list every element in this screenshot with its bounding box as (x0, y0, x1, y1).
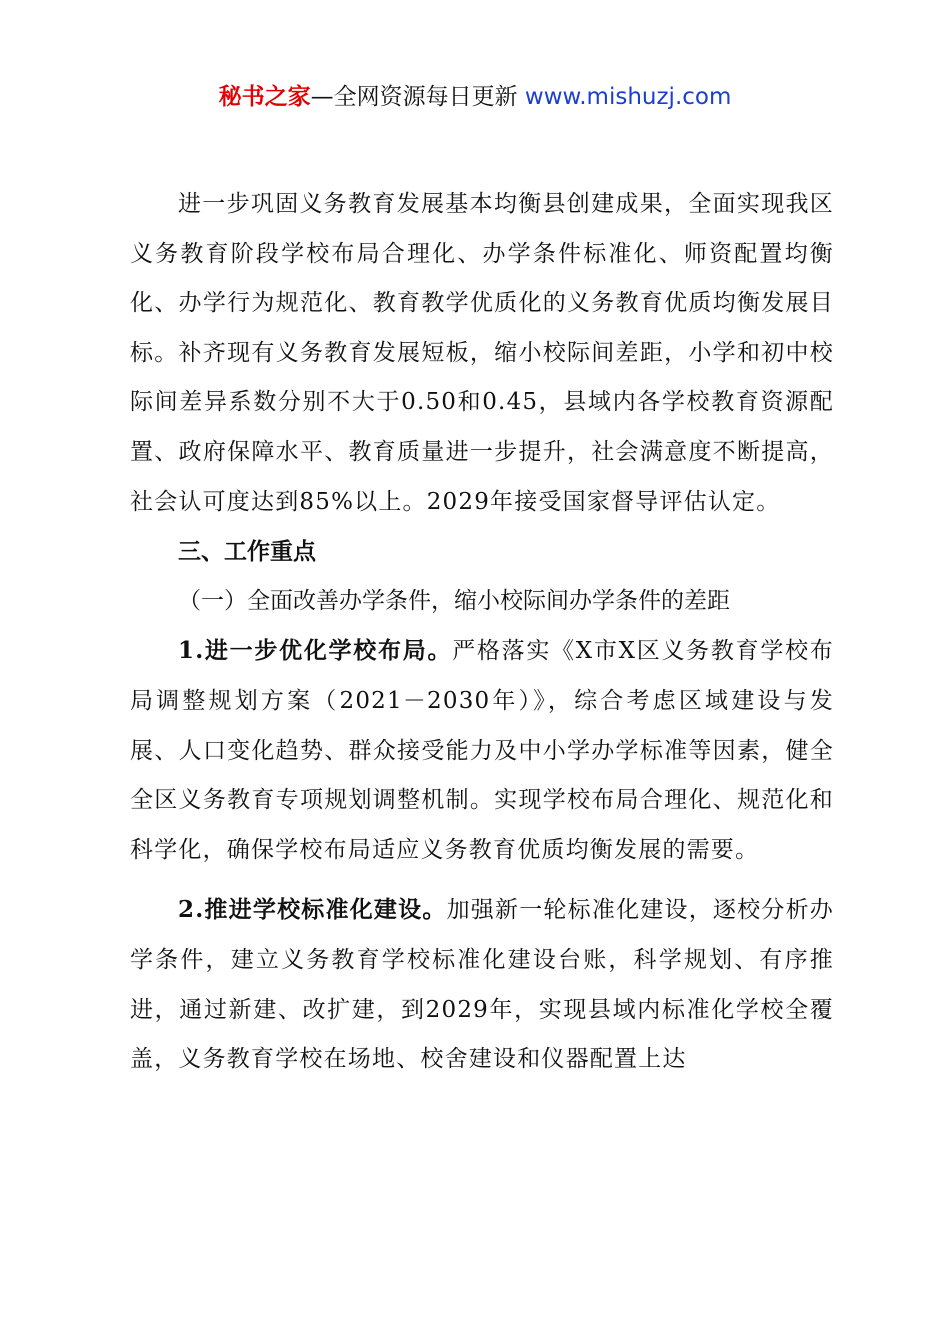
header-url-link[interactable]: www.mishuzj.com (524, 84, 732, 110)
subsection-heading-conditions: （一）全面改善办学条件，缩小校际间办学条件的差距 (178, 587, 730, 614)
document-body (130, 180, 834, 1085)
brand-name: 秘书之家 (218, 84, 311, 110)
section-heading-work-focus: 三、工作重点 (178, 538, 316, 566)
item-1-text: 严格落实《X市X区义务教育学校布局调整规划方案（2021－2030年）》，综合考虑区域建设与发展、人口变化趋势、群众接受能力及中小学办学标准等因素，健全全区义务教育专项规划调整机制。实现学校布局合理化、规范化和科学化，确保学校布局适应义务教育优质均衡发展的需要。 (130, 638, 834, 863)
item-1-lead: 1.进一步优化学校布局。 (178, 637, 453, 665)
item-2-paragraph (130, 885, 834, 1084)
item-2-text: 加强新一轮标准化建设，逐校分析办学条件，建立义务教育学校标准化建设台账，科学规划、有序推进，通过新建、改扩建，到2029年，实现县域内标准化学校全覆盖，义务教育学校在场地、校舍建设和仪器配置上达 (130, 897, 834, 1073)
item-1-paragraph (130, 626, 834, 875)
goal-paragraph: 进一步巩固义务教育发展基本均衡县创建成果，全面实现我区义务教育阶段学校布局合理化、办学条件标准化、师资配置均衡化、办学行为规范化、教育教学优质化的义务教育优质均衡发展目标。补齐现有义务教育发展短板，缩小校际间差距，小学和初中校际间差异系数分别不大于0.50和0.45，县域内各学校教育资源配置、政府保障水平、教育质量进一步提升，社会满意度不断提高，社会认可度达到85%以上。2029年接受国家督导评估认定。 (130, 191, 834, 515)
page-header (0, 80, 950, 114)
item-2-lead: 2.推进学校标准化建设。 (178, 896, 447, 924)
header-tagline: —全网资源每日更新 (310, 84, 518, 110)
